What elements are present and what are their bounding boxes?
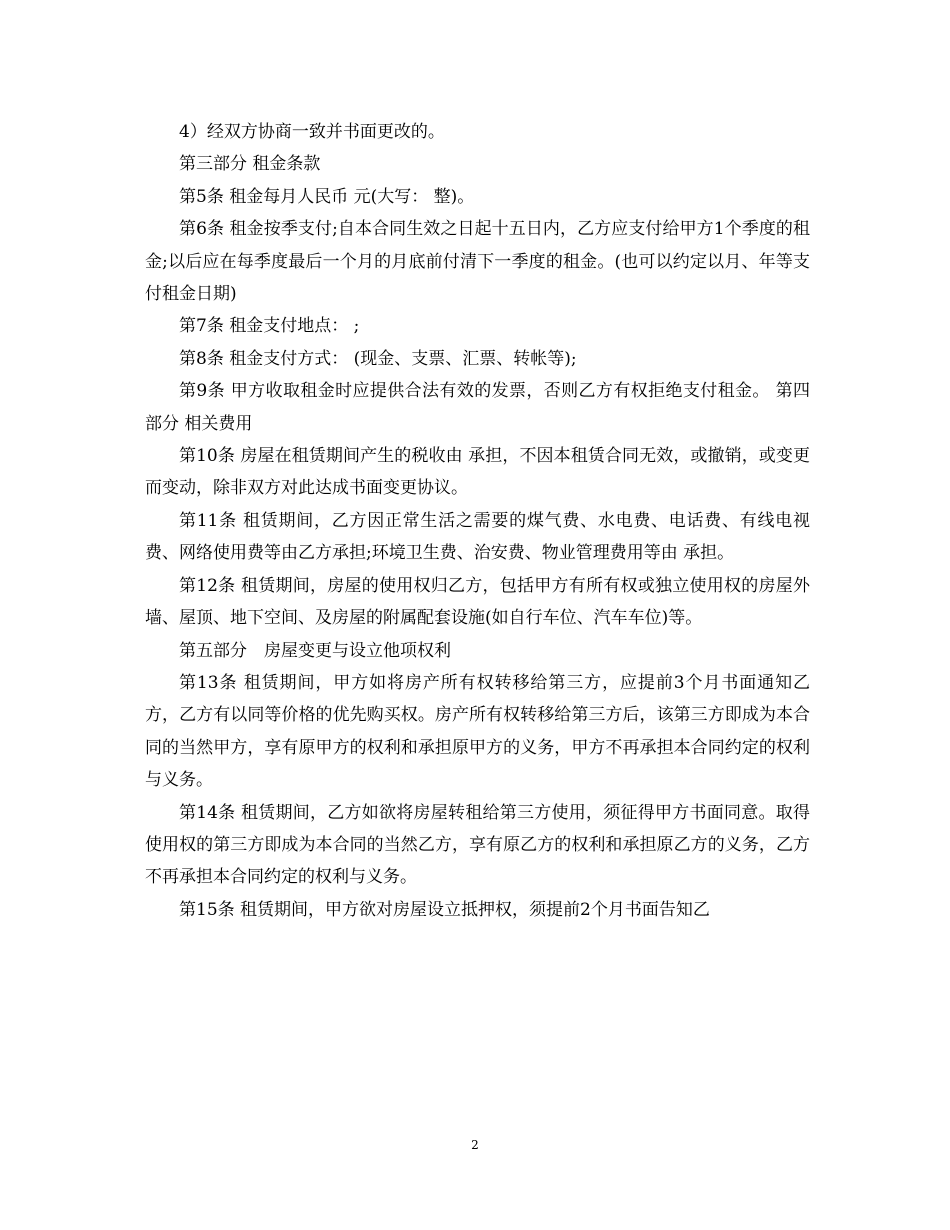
article-15: 第15条 租赁期间，甲方欲对房屋设立抵押权，须提前2个月书面告知乙 — [179, 899, 710, 920]
article-10: 第10条 房屋在租赁期间产生的税收由 承担，不因本租赁合同无效，或撤销，或变更而变动，除非双方对此达成书面变更协议。 — [145, 446, 810, 499]
article-7: 第7条 租金支付地点： ; — [179, 316, 360, 337]
article-12: 第12条 租赁期间，房屋的使用权归乙方，包括甲方有所有权或独立使用权的房屋外墙、屋顶、地下空间、及房屋的附属配套设施(如自行车位、汽车车位)等。 — [145, 575, 810, 629]
section-heading-part-5: 第五部分 房屋变更与设立他项权利 — [179, 640, 451, 661]
article-11: 第11条 租赁期间，乙方因正常生活之需要的煤气费、水电费、电话费、有线电视费、网络使用费等由乙方承担;环境卫生费、治安费、物业管理费用等由 承担。 — [145, 510, 810, 564]
section-heading-part-3: 第三部分 租金条款 — [179, 154, 321, 175]
document-body — [145, 116, 810, 926]
article-8: 第8条 租金支付方式： (现金、支票、汇票、转帐等); — [179, 348, 577, 369]
article-9: 第9条 甲方收取租金时应提供合法有效的发票，否则乙方有权拒绝支付租金。 第四部分 相关费用 — [145, 381, 810, 434]
paragraph-item-4: 4）经双方协商一致并书面更改的。 — [179, 122, 445, 142]
article-14: 第14条 租赁期间，乙方如欲将房屋转租给第三方使用，须征得甲方书面同意。取得使用权的第三方即成为本合同的当然乙方，享有原乙方的权利和承担原乙方的义务，乙方不再承担本合同约定的权利与义务。 — [145, 802, 810, 888]
article-5: 第5条 租金每月人民币 元(大写： 整)。 — [179, 186, 475, 207]
article-6: 第6条 租金按季支付;自本合同生效之日起十五日内，乙方应支付给甲方1个季度的租金;以后应在每季度最后一个月的月底前付清下一季度的租金。(也可以约定以月、年等支付租金日期) — [145, 219, 810, 305]
page-number: 2 — [471, 1138, 479, 1152]
article-13: 第13条 租赁期间，甲方如将房产所有权转移给第三方，应提前3个月书面通知乙方，乙方有以同等价格的优先购买权。房产所有权转移给第三方后，该第三方即成为本合同的当然甲方，享有原甲方的权利和承担原甲方的义务，甲方不再承担本合同约定的权利与义务。 — [145, 672, 810, 791]
